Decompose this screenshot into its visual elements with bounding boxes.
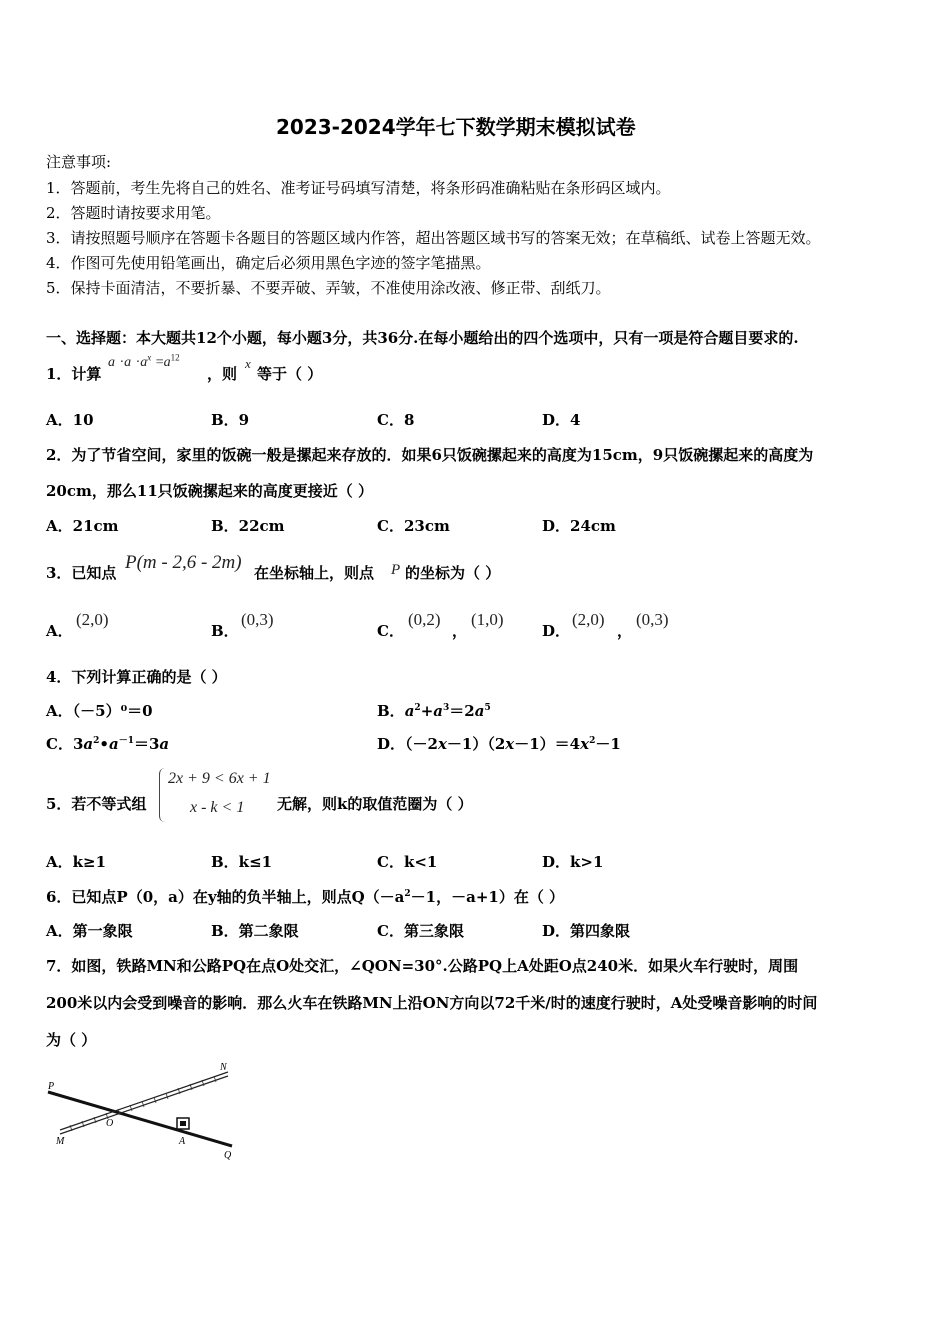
railway-mn-rail	[60, 1076, 228, 1134]
q3-mid: 在坐标轴上，则点	[254, 564, 375, 582]
q2-stem-line2: 20cm，那么11只饭碗摞起来的高度更接近（ ）	[46, 482, 373, 500]
label-m: M	[56, 1136, 65, 1147]
q2-option-b: B．22cm	[211, 517, 285, 535]
q4-option-b: B．$a^2+a^3=2a^5$	[377, 702, 491, 720]
q1-option-d: D．4	[542, 411, 581, 429]
q3-option-d-2: (0,3)	[636, 610, 669, 629]
system-brace	[159, 768, 166, 822]
q5-option-d: D．k>1	[542, 853, 604, 871]
notice-heading: 注意事项:	[46, 153, 112, 171]
notice-item: 2．答题时请按要求用笔。	[46, 204, 221, 222]
q4-option-a: A．（－5）⁰＝0	[46, 702, 153, 720]
q3-var-p: P	[391, 562, 401, 578]
q1-mid: ，则	[207, 365, 238, 383]
label-q: Q	[224, 1150, 232, 1161]
q5-inequality-1: 2x + 9 < 6x + 1	[168, 770, 271, 787]
q5-option-b: B．k≤1	[211, 853, 273, 871]
q1-option-a: A．10	[46, 411, 94, 429]
notice-item: 1．答题前，考生先将自己的姓名、准考证号码填写清楚，将条形码准确粘贴在条形码区域内。	[46, 179, 671, 197]
q7-diagram	[40, 1060, 250, 1165]
q3-stem: 3．已知点	[46, 564, 117, 582]
q3-option-d-label: D．	[542, 622, 571, 640]
notice-item: 5．保持卡面清洁，不要折暴、不要弄破、弄皱，不准使用涂改液、修正带、刮纸刀。	[46, 279, 611, 297]
q1-option-c: C．8	[377, 411, 415, 429]
label-o: O	[106, 1118, 114, 1129]
building-window	[180, 1121, 186, 1126]
q3-option-c-2: (1,0)	[471, 610, 504, 629]
q3-option-a: (2,0)	[76, 610, 109, 629]
q6-stem: 6．已知点P（0，a）在y轴的负半轴上，则点$Q(-a^2-1$，－a+1）在（ ）	[46, 888, 565, 906]
q3-option-c-label: C．	[377, 622, 404, 640]
q1-post: 等于（ ）	[257, 365, 323, 383]
q6-option-c: C．第三象限	[377, 922, 464, 940]
q4-stem: 4．下列计算正确的是（ ）	[46, 668, 227, 686]
q3-option-c-comma: ，	[452, 622, 468, 640]
q3-option-d-1: (2,0)	[572, 610, 605, 629]
q7-stem-line3: 为（ ）	[46, 1031, 97, 1049]
q5-inequality-2: x - k < 1	[190, 799, 245, 816]
q5-option-a: A．k≥1	[46, 853, 107, 871]
q2-stem-line1: 2．为了节省空间，家里的饭碗一般是摞起来存放的．如果6只饭碗摞起来的高度为15cm，9只饭碗摞起来的高度为	[46, 446, 814, 464]
page-title: 2023-2024学年七下数学期末模拟试卷	[276, 115, 636, 139]
q3-option-c-1: (0,2)	[408, 610, 441, 629]
q6-option-d: D．第四象限	[542, 922, 631, 940]
road-pq	[48, 1092, 232, 1146]
q3-point: P(m - 2,6 - 2m)	[125, 552, 242, 573]
q2-option-a: A．21cm	[46, 517, 119, 535]
section-heading: 一、选择题：本大题共12个小题，每小题3分，共36分.在每小题给出的四个选项中，只有一项是符合题目要求的.	[46, 329, 799, 347]
q5-stem: 5．若不等式组	[46, 795, 147, 813]
q3-post: 的坐标为（ ）	[405, 564, 501, 582]
q1-formula: $a \cdot a \cdot a^x =a^{12}$	[108, 352, 180, 370]
q7-stem-line1: 7．如图，铁路MN和公路PQ在点O处交汇，∠QON=30°.公路PQ上A处距O点240米．如果火车行驶时，周围	[46, 957, 799, 975]
q5-option-c: C．k<1	[377, 853, 438, 871]
q1-option-b: B．9	[211, 411, 250, 429]
q1-stem: 1．计算	[46, 365, 102, 383]
q5-post: 无解，则k的取值范圈为（ ）	[277, 795, 473, 813]
q3-option-b: (0,3)	[241, 610, 274, 629]
q2-option-d: D．24cm	[542, 517, 616, 535]
label-a: A	[179, 1136, 186, 1147]
q3-option-b-label: B．	[211, 622, 239, 640]
q3-option-a-label: A．	[46, 622, 73, 640]
q2-option-c: C．23cm	[377, 517, 450, 535]
q6-option-b: B．第二象限	[211, 922, 299, 940]
q4-option-c: C．$3a^2•a^{-1}=3a$	[46, 735, 170, 753]
q1-var-x: x	[245, 356, 251, 371]
notice-item: 4．作图可先使用铅笔画出，确定后必须用黑色字迹的签字笔描黑。	[46, 254, 491, 272]
notice-item: 3．请按照题号顺序在答题卡各题目的答题区域内作答，超出答题区域书写的答案无效；在草稿纸、试卷上答题无效。	[46, 229, 821, 247]
q7-stem-line2: 200米以内会受到噪音的影响．那么火车在铁路MN上沿ON方向以72千米/时的速度行驶时，A处受噪音影响的时间	[46, 994, 818, 1012]
q4-option-d: D．$(-2x-1)(2x-1)=4x^2-1$	[377, 735, 621, 753]
label-p: P	[48, 1081, 55, 1092]
q6-option-a: A．第一象限	[46, 922, 133, 940]
label-n: N	[220, 1062, 227, 1073]
q3-option-d-comma: ，	[617, 622, 633, 640]
